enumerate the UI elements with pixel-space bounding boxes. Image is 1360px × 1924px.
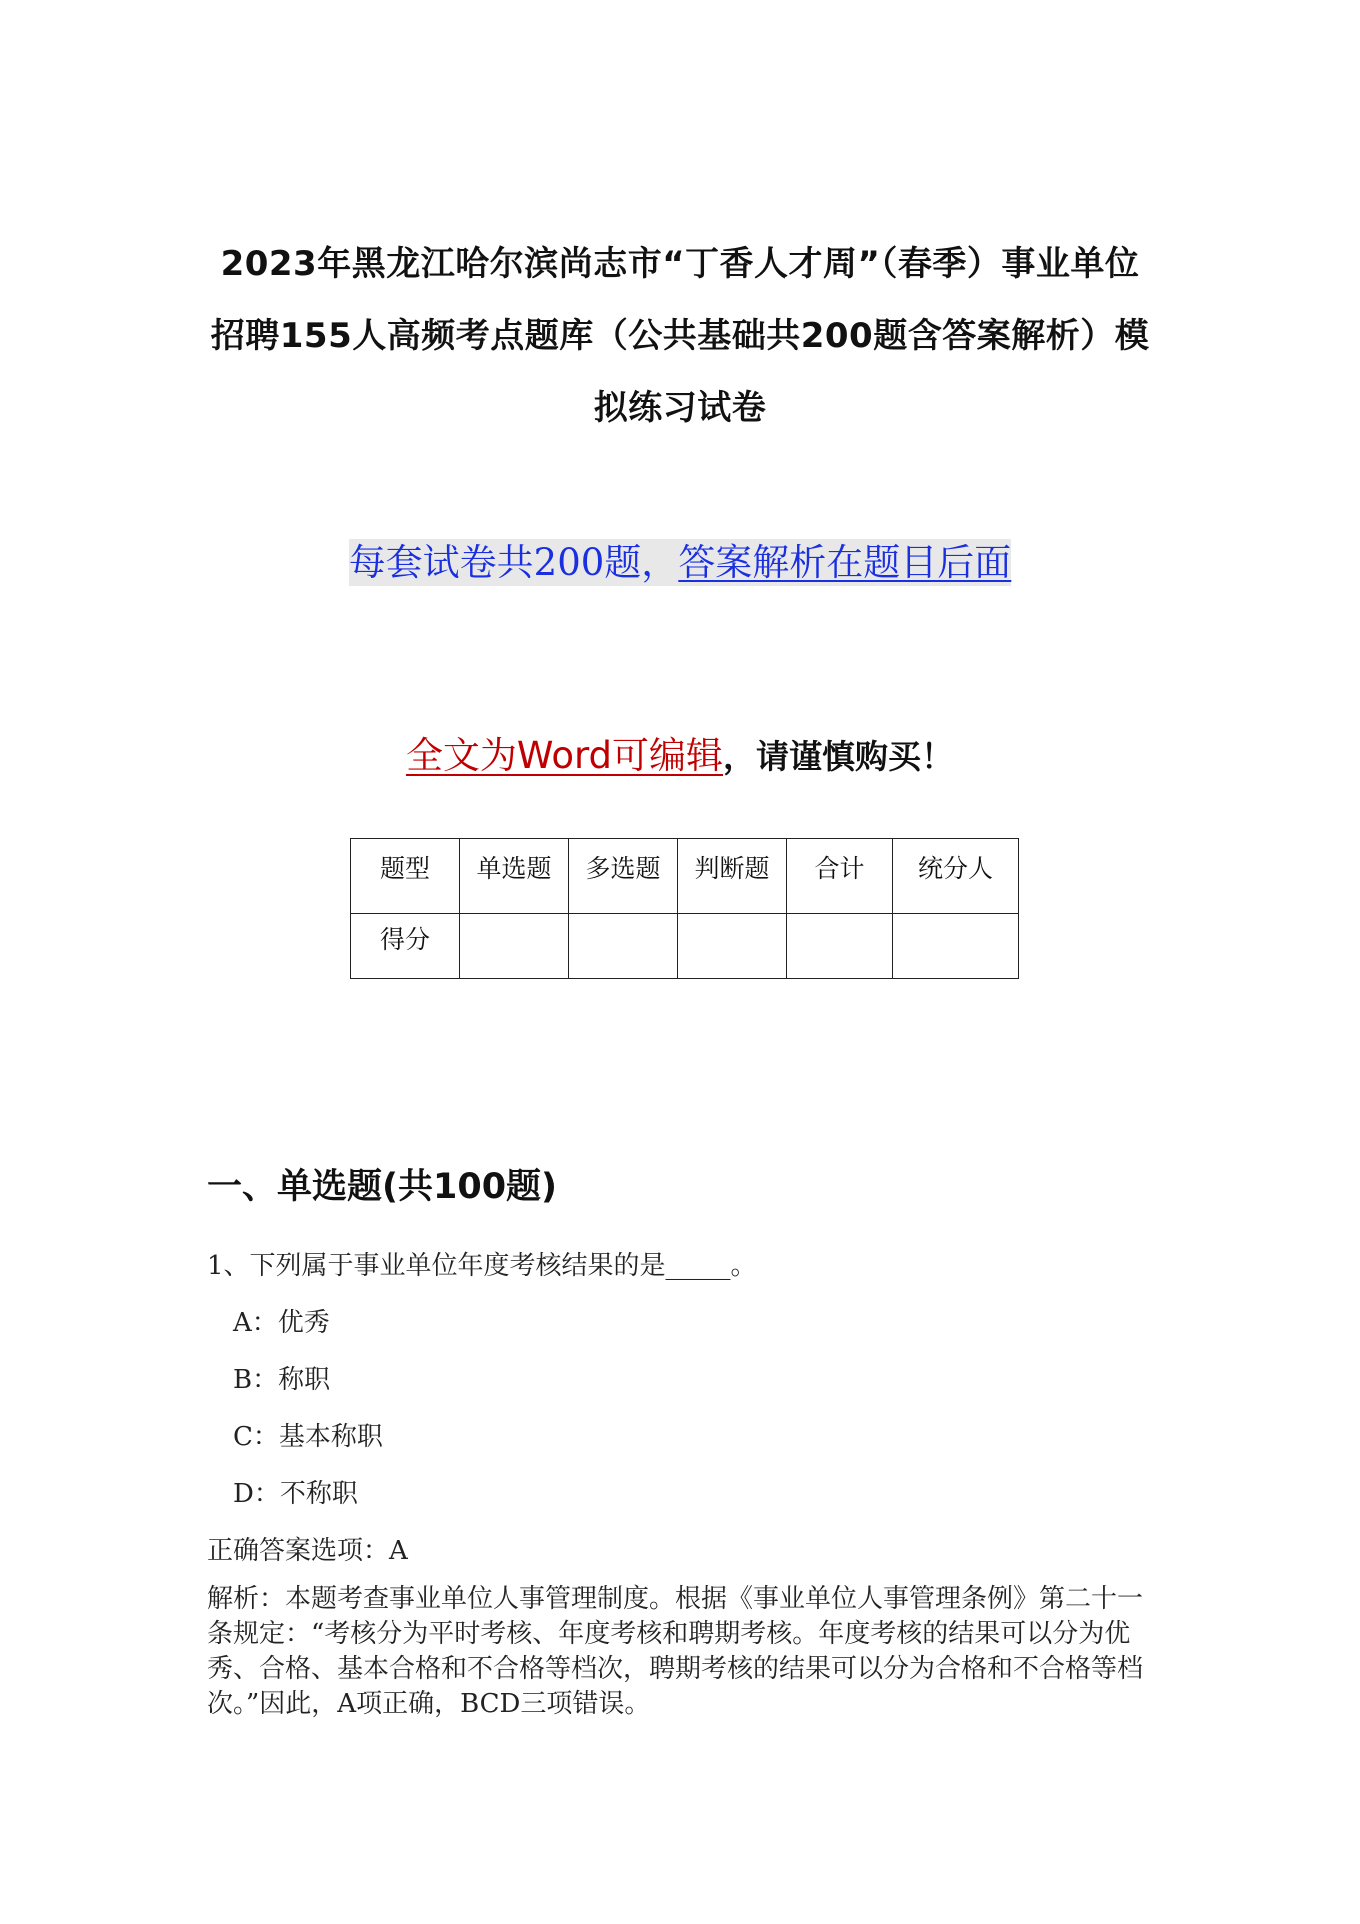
- section-heading-single-choice: 一、单选题(共100题): [207, 1167, 558, 1207]
- header-cell-scorer: 统分人: [893, 839, 1019, 914]
- header-cell-multiple-choice: 多选题: [569, 839, 678, 914]
- title-line-2: 招聘155人高频考点题库（公共基础共200题含答案解析）模: [210, 316, 1150, 356]
- row-label-score: 得分: [351, 914, 460, 979]
- title-line-1: 2023年黑龙江哈尔滨尚志市“丁香人才周”（春季）事业单位: [220, 244, 1140, 284]
- question-1-option-c: C：基本称职: [233, 1422, 383, 1452]
- title-line-3: 拟练习试卷: [593, 388, 767, 428]
- question-1-answer: 正确答案选项：A: [207, 1536, 408, 1566]
- header-cell-total: 合计: [787, 839, 893, 914]
- purchase-warning: ，请谨慎购买！: [723, 737, 955, 776]
- score-table-score-row: [351, 914, 1019, 979]
- subtitle-question-count: [0, 538, 1360, 588]
- score-cell-true-false[interactable]: [678, 914, 787, 979]
- header-cell-true-false: 判断题: [678, 839, 787, 914]
- question-1-option-d: D：不称职: [233, 1479, 358, 1509]
- question-1-explanation: 解析：本题考查事业单位人事管理制度。根据《事业单位人事管理条例》第二十一条规定：“考核分为平时考核、年度考核和聘期考核。年度考核的结果可以分为优秀、合格、基本合格和不合格等档次，聘期考核的结果可以分为合格和不合格等档次。”因此，A项正确，BCD三项错误。: [207, 1584, 1144, 1719]
- score-table-header-row: [351, 839, 1019, 914]
- subtitle-count-text: 每套试卷共200题，: [348, 541, 679, 584]
- question-1-text: 1、下列属于事业单位年度考核结果的是_____。: [207, 1251, 757, 1281]
- editable-notice-link[interactable]: 全文为Word可编辑: [405, 734, 724, 777]
- header-cell-type: 题型: [351, 839, 460, 914]
- subtitle-answer-note-link[interactable]: 答案解析在题目后面: [678, 541, 1012, 584]
- score-cell-scorer[interactable]: [893, 914, 1019, 979]
- score-cell-multiple-choice[interactable]: [569, 914, 678, 979]
- question-1-option-b: B：称职: [233, 1365, 331, 1395]
- header-cell-single-choice: 单选题: [460, 839, 569, 914]
- document-title: [200, 228, 1160, 444]
- question-1-option-a: A：优秀: [233, 1308, 330, 1338]
- subtitle-editable-notice: [0, 730, 1360, 783]
- score-cell-single-choice[interactable]: [460, 914, 569, 979]
- score-table: [350, 838, 1019, 979]
- score-cell-total[interactable]: [787, 914, 893, 979]
